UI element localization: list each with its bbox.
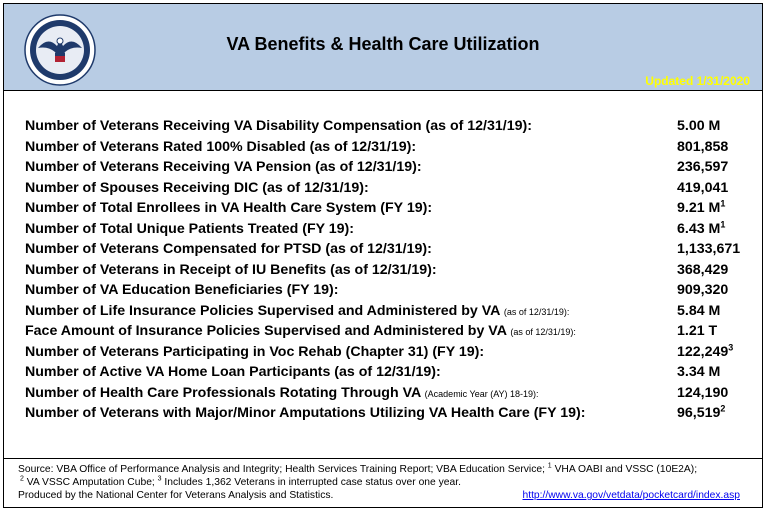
stat-row <box>25 180 745 201</box>
stat-label-text: Number of Veterans Receiving VA Pension (as of 12/31/19): <box>25 159 422 175</box>
stat-label <box>25 221 354 237</box>
stat-value-text: 909,320 <box>677 282 729 298</box>
stat-label-text: Number of Active VA Home Loan Participants (as of 12/31/19): <box>25 364 441 380</box>
stat-label-text: Number of Veterans Compensated for PTSD (as of 12/31/19): <box>25 241 432 257</box>
stat-row <box>25 364 745 385</box>
stat-label <box>25 364 441 380</box>
stat-label <box>25 282 339 298</box>
source-text: VA VSSC Amputation Cube; <box>23 477 158 488</box>
page-title: VA Benefits & Health Care Utilization <box>226 34 540 54</box>
source-text: VHA OABI and VSSC (10E2A); <box>551 464 698 475</box>
stat-value-text: 1.21 T <box>677 323 718 339</box>
stat-row <box>25 200 745 221</box>
stat-label-text: Number of Veterans Participating in Voc Rehab (Chapter 31) (FY 19): <box>25 343 485 360</box>
stat-value <box>677 218 726 237</box>
stat-label-text: Number of Veterans with Major/Minor Amputations Utilizing VA Health Care (FY 19): <box>25 405 586 421</box>
stat-label-text: Number of Veterans in Receipt of IU Benefits (as of 12/31/19): <box>25 261 437 278</box>
stat-value-text: 5.84 M <box>677 302 721 319</box>
source-line-2 <box>18 476 762 489</box>
stat-label-text: Number of Total Unique Patients Treated (FY 19): <box>25 220 354 237</box>
stat-value-text: 3.34 M <box>677 364 721 380</box>
stat-label <box>25 385 539 401</box>
stat-row <box>25 341 745 365</box>
stat-label-text: Number of Health Care Professionals Rotating Through VA <box>25 384 421 401</box>
footnote-marker: 1 <box>547 462 552 470</box>
source-text: Source: VBA Office of Performance Analysis and Integrity; Health Services Training Report; VBA Education Service; <box>18 464 548 475</box>
stat-label <box>25 241 432 257</box>
stat-row <box>25 118 745 139</box>
stat-label-text: Number of Spouses Receiving DIC (as of 12/31/19): <box>25 179 369 196</box>
stat-value-text: 124,190 <box>677 384 729 401</box>
stat-label-text: Number of Veterans Rated 100% Disabled (as of 12/31/19): <box>25 138 417 155</box>
stat-row <box>25 159 745 180</box>
stat-value <box>677 139 728 155</box>
stat-value <box>677 364 720 380</box>
stat-value-text: 419,041 <box>677 179 729 196</box>
stat-value <box>677 159 728 175</box>
footnote-marker: 1 <box>720 198 726 209</box>
stat-label <box>25 303 569 319</box>
stat-label-text: Number of Veterans Receiving VA Disability Compensation (as of 12/31/19): <box>25 118 532 134</box>
updated-date: Updated 1/31/2020 <box>645 74 750 88</box>
stat-label <box>25 200 432 216</box>
stat-label <box>25 139 416 155</box>
stat-value-text: 801,858 <box>677 138 729 155</box>
stat-label <box>25 405 585 421</box>
stat-row <box>25 405 745 426</box>
footnote-marker: 2 <box>20 475 24 483</box>
stat-value-text: 368,429 <box>677 261 729 278</box>
stat-value-text: 6.43 M <box>677 220 721 237</box>
stat-row <box>25 385 745 406</box>
stats-list <box>25 118 745 426</box>
stat-value <box>677 385 728 401</box>
stat-note: (as of 12/31/19): <box>503 306 570 317</box>
stat-label <box>25 180 369 196</box>
stat-value <box>677 241 740 257</box>
stat-row <box>25 241 745 262</box>
stat-label <box>25 323 576 339</box>
footnote-marker: 3 <box>728 341 734 352</box>
footer <box>4 458 762 502</box>
source-text: Includes 1,362 Veterans in interrupted case status over one year. <box>161 477 461 488</box>
stat-row <box>25 139 745 160</box>
stat-label-text: Number of Total Enrollees in VA Health Care System (FY 19): <box>25 200 433 216</box>
stat-value <box>677 118 720 134</box>
stat-row <box>25 282 745 303</box>
stat-value <box>677 303 720 319</box>
stat-value <box>677 200 725 216</box>
stat-value <box>677 282 728 298</box>
stat-label <box>25 159 422 175</box>
stat-value <box>677 341 734 360</box>
stat-value <box>677 262 728 278</box>
stat-label-text: Number of VA Education Beneficiaries (FY 19): <box>25 282 339 298</box>
stat-label-text: Face Amount of Insurance Policies Supervised and Administered by VA <box>25 323 507 339</box>
footnote-marker: 1 <box>720 218 726 229</box>
stat-row <box>25 262 745 283</box>
footnote-marker: 3 <box>157 475 162 483</box>
stat-label <box>25 262 437 278</box>
stat-value-text: 236,597 <box>677 159 729 175</box>
stat-label <box>25 344 484 360</box>
stat-value-text: 5.00 M <box>677 118 721 134</box>
pocketcard-link[interactable]: http://www.va.gov/vetdata/pocketcard/index.asp <box>522 490 740 501</box>
stat-value-text: 1,133,671 <box>677 241 741 257</box>
produced-by: Produced by the National Center for Veterans Analysis and Statistics. <box>18 490 334 501</box>
source-line-1 <box>18 463 762 476</box>
stat-label <box>25 118 532 134</box>
stat-note: (Academic Year (AY) 18-19): <box>424 388 539 399</box>
footnote-marker: 2 <box>720 403 726 414</box>
stat-value-text: 9.21 M <box>677 200 721 216</box>
stat-note: (as of 12/31/19): <box>510 327 576 337</box>
stat-row <box>25 303 745 324</box>
stat-value <box>677 405 725 421</box>
stat-label-text: Number of Life Insurance Policies Supervised and Administered by VA <box>25 302 500 319</box>
stat-value-text: 96,519 <box>677 405 721 421</box>
stat-value <box>677 180 728 196</box>
stat-value-text: 122,249 <box>677 343 729 360</box>
header-banner <box>4 4 762 91</box>
stat-row <box>25 218 745 242</box>
stat-value <box>677 323 717 339</box>
stat-row <box>25 323 745 344</box>
